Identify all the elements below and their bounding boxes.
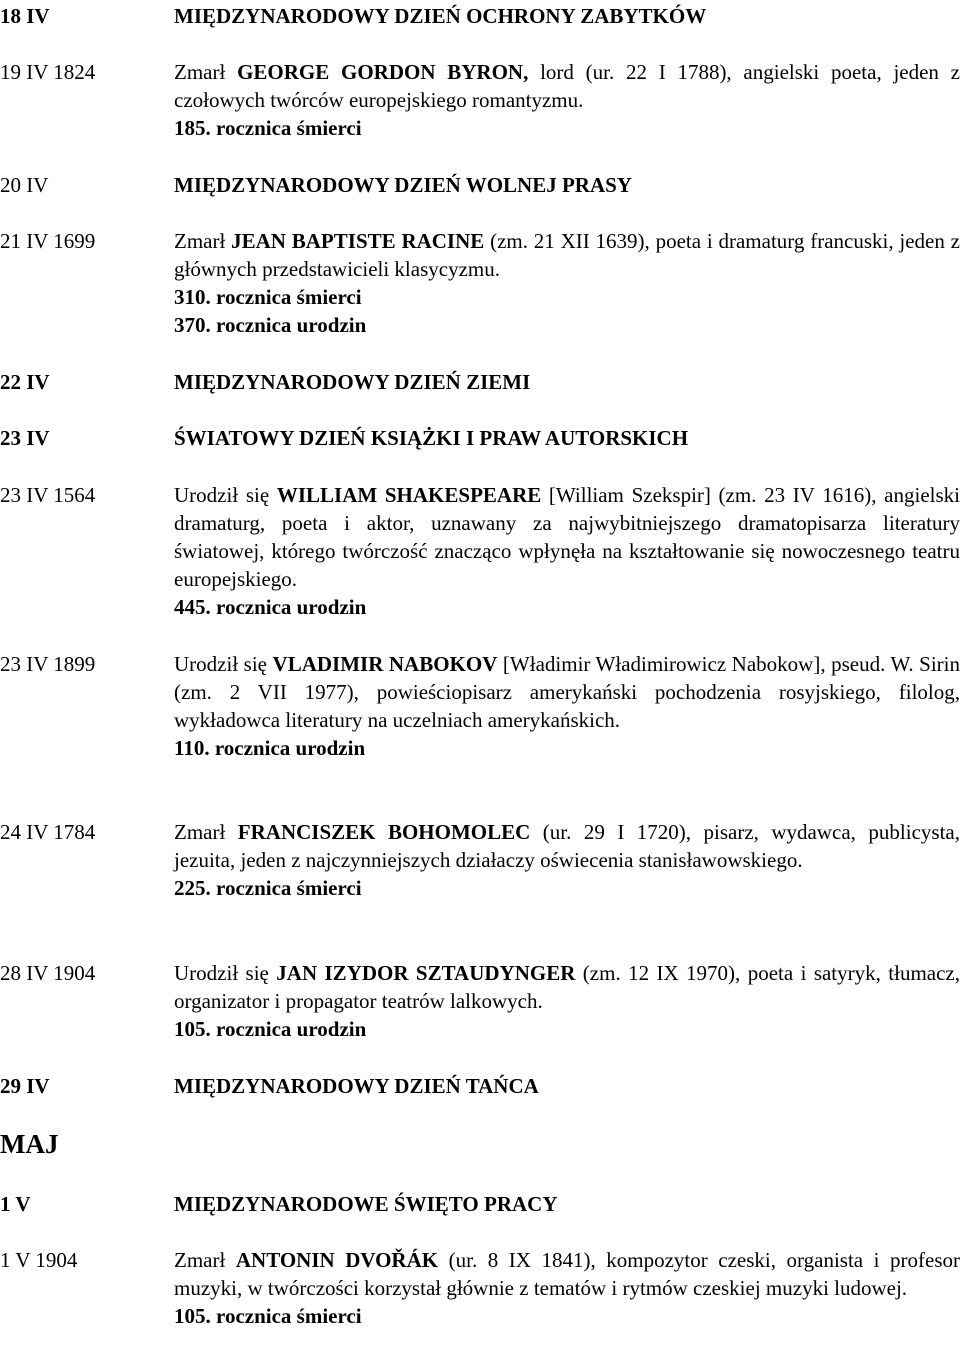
anniversary-note: 185. rocznica śmierci <box>174 116 362 140</box>
holiday-title: MIĘDZYNARODOWE ŚWIĘTO PRACY <box>174 1192 558 1216</box>
entry-date: 29 IV <box>0 1074 50 1098</box>
anniversary-note: 225. rocznica śmierci <box>174 876 362 900</box>
entry-date: 20 IV <box>0 173 49 197</box>
person-name: FRANCISZEK BOHOMOLEC <box>237 820 531 844</box>
holiday-title: MIĘDZYNARODOWY DZIEŃ OCHRONY ZABYTKÓW <box>174 4 707 28</box>
entry-date: 23 IV <box>0 426 50 450</box>
entry-description: Urodził się JAN IZYDOR SZTAUDYNGER (zm. 12 IX 1970), poeta i satyryk, tłumacz, organizator i propagator teatrów lalkowych. <box>174 961 960 1013</box>
entry-date: 21 IV 1699 <box>0 229 96 253</box>
holiday-title: MIĘDZYNARODOWY DZIEŃ TAŃCA <box>174 1074 539 1098</box>
person-name: GEORGE GORDON BYRON, <box>237 60 529 84</box>
entry-description: Zmarł JEAN BAPTISTE RACINE (zm. 21 XII 1639), poeta i dramaturg francuski, jeden z głównych przedstawicieli klasycyzmu. <box>174 229 960 281</box>
person-name: ANTONIN DVOŘÁK <box>235 1248 439 1272</box>
entry-description: Urodził się VLADIMIR NABOKOV [Władimir Władimirowicz Nabokow], pseud. W. Sirin (zm. 2 VII 1977), powieściopisarz amerykański pochodzenia rosyjskiego, filolog, wykładowca literatury na uczelniach amerykańskich. <box>174 652 960 732</box>
entry-description: Zmarł GEORGE GORDON BYRON, lord (ur. 22 I 1788), angielski poeta, jeden z czołowych twórców europejskiego romantyzmu. <box>174 60 960 112</box>
entry-date: 19 IV 1824 <box>0 60 96 84</box>
person-name: VLADIMIR NABOKOV <box>272 652 498 676</box>
entry-date: 24 IV 1784 <box>0 820 96 844</box>
entry-date: 28 IV 1904 <box>0 961 96 985</box>
holiday-title: ŚWIATOWY DZIEŃ KSIĄŻKI I PRAW AUTORSKICH <box>174 426 689 450</box>
entry-date: 1 V 1904 <box>0 1248 78 1272</box>
anniversary-note: 110. rocznica urodzin <box>174 736 366 760</box>
entry-date: 1 V <box>0 1192 31 1216</box>
entry-date: 18 IV <box>0 4 50 28</box>
person-name: JAN IZYDOR SZTAUDYNGER <box>276 961 576 985</box>
anniversary-note: 370. rocznica urodzin <box>174 313 367 337</box>
person-name: WILLIAM SHAKESPEARE <box>276 483 542 507</box>
entry-description: Zmarł ANTONIN DVOŘÁK (ur. 8 IX 1841), kompozytor czeski, organista i profesor muzyki, w twórczości korzystał głównie z tematów i rytmów czeskiej muzyki ludowej. <box>174 1248 960 1300</box>
entry-date: 23 IV 1564 <box>0 483 96 507</box>
anniversary-note: 105. rocznica urodzin <box>174 1017 367 1041</box>
anniversary-note: 445. rocznica urodzin <box>174 595 367 619</box>
holiday-title: MIĘDZYNARODOWY DZIEŃ WOLNEJ PRASY <box>174 173 632 197</box>
holiday-title: MIĘDZYNARODOWY DZIEŃ ZIEMI <box>174 370 531 394</box>
entry-description: Zmarł FRANCISZEK BOHOMOLEC (ur. 29 I 1720), pisarz, wydawca, publicysta, jezuita, jeden z najczynniejszych działaczy oświecenia stanisławowskiego. <box>174 820 960 872</box>
entry-date: 23 IV 1899 <box>0 652 96 676</box>
anniversary-note: 310. rocznica śmierci <box>174 285 362 309</box>
anniversary-note: 105. rocznica śmierci <box>174 1304 362 1328</box>
entry-description: Urodził się WILLIAM SHAKESPEARE [William Szekspir] (zm. 23 IV 1616), angielski dramaturg, poeta i aktor, uznawany za najwybitniejszego dramatopisarza literatury światowej, którego twórczość znacząco wpłynęła na kształtowanie się nowoczesnego teatru europejskiego. <box>174 483 960 591</box>
entry-date: 22 IV <box>0 370 50 394</box>
person-name: JEAN BAPTISTE RACINE <box>231 229 485 253</box>
month-heading: MAJ <box>0 1129 59 1159</box>
